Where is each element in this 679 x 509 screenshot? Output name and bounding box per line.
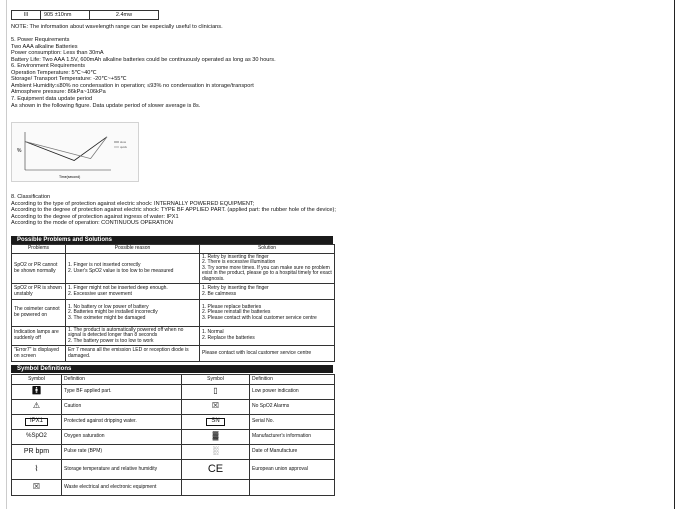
symbol-definition: Serial No. <box>250 415 335 430</box>
table-row <box>12 480 335 496</box>
environment-heading: 6. Environment Requirements <box>11 63 85 69</box>
problem-cell: The oximeter cannot be powered on <box>12 300 66 327</box>
symbol-definition: Waste electrical and electronic equipment <box>62 480 182 496</box>
reason-cell: 1. Finger is not inserted correctly 2. User's SpO2 value is too low to be measured <box>66 254 200 284</box>
ce-mark-symbol: CE <box>182 460 250 480</box>
symbol-definition: Storage temperature and relative humidity <box>62 460 182 480</box>
problem-cell: "Error7" is displayed on screen <box>12 346 66 362</box>
column-header: Symbol <box>12 375 62 385</box>
symbol-definition: Manufacturer's information <box>250 430 335 445</box>
warning-icon: ⚠︎ <box>32 401 41 411</box>
person-icon: 🚹︎ <box>31 386 42 396</box>
environment-line: Storage/ Transport Temperature: -20℃~+55℃ <box>11 76 127 82</box>
symbols-title: Symbol Definitions <box>11 365 333 373</box>
factory-icon: ▓ <box>212 431 219 441</box>
reason-cell: Err 7 means all the emission LED or reception diode is damaged. <box>66 346 200 362</box>
problems-table <box>11 244 335 362</box>
symbol-definition: Pulse rate (BPM) <box>62 445 182 460</box>
symbol-definition: Type BF applied part. <box>62 385 182 400</box>
environment-line: Ambient Humidity:≤80% no condensation in operation; ≤93% no condensation in storage/transport <box>11 82 254 89</box>
solution-cell: 1. Please replace batteries 2. Please reinstall the batteries 3. Please contact with local customer service centre <box>200 300 335 327</box>
wavelength-table <box>11 10 159 20</box>
classification-line: According to the degree of protection against ingress of water: IPX1 <box>11 213 179 220</box>
legend-label-quick: quick <box>120 145 128 149</box>
table-row <box>12 460 335 480</box>
environment-line: Operation Temperature: 5℃~40℃ <box>11 69 97 76</box>
ipx1-symbol: IPX1 <box>25 418 48 426</box>
no-alarm-icon: ☒ <box>211 401 220 411</box>
table-row <box>12 11 159 20</box>
column-header: Definition <box>62 375 182 385</box>
page-left-edge <box>6 0 7 509</box>
classification-heading: 8. Classification <box>11 194 51 200</box>
column-header: Definition <box>250 375 335 385</box>
environment-line: Atmosphere pressure: 86kPa~106kPa <box>11 89 106 95</box>
wheelie-bin-icon: ☒ <box>32 481 41 491</box>
update-period-chart <box>11 122 139 182</box>
wavelength-power: 2.4mw <box>90 11 159 20</box>
column-header: Problems <box>12 245 66 254</box>
update-heading: 7. Equipment data update period <box>11 96 93 102</box>
update-text: As shown in the following figure. Data update period of slower average is 8s. <box>11 102 201 109</box>
symbol-definition: Date of Manufacture <box>250 445 335 460</box>
empty-cell <box>250 480 335 496</box>
table-row <box>12 300 335 327</box>
legend-label-slow: slow <box>120 140 127 144</box>
table-row <box>12 327 335 346</box>
classification-line: According to the degree of protection against electric shock: TYPE BF APPLIED PART. (applied part: the rubber hole of the device); <box>11 207 336 213</box>
chart-frame <box>12 123 139 182</box>
table-row <box>12 445 335 460</box>
symbol-definition: Low power indication <box>250 385 335 400</box>
power-heading: 5. Power Requirements <box>11 37 70 43</box>
note-text: NOTE: The information about wavelength range can be especially useful to clinicians. <box>11 24 223 30</box>
table-header-row <box>12 245 335 254</box>
table-row <box>12 254 335 284</box>
y-axis-label: % <box>17 148 22 154</box>
column-header: Symbol <box>182 375 250 385</box>
solution-cell: Please contact with local customer service centre <box>200 346 335 362</box>
date-icon: ░ <box>212 446 219 456</box>
problem-cell: SpO2 or PR cannot be shown normally <box>12 254 66 284</box>
table-row <box>12 346 335 362</box>
table-row <box>12 284 335 300</box>
power-line: Two AAA alkaline Batteries <box>11 43 78 50</box>
column-header: Solution <box>200 245 335 254</box>
wavelength-value: 905 ±10nm <box>41 11 90 20</box>
symbol-definition: No SpO2 Alarms <box>250 400 335 415</box>
symbol-definition: Protected against dripping water. <box>62 415 182 430</box>
column-header: Possible reason <box>66 245 200 254</box>
power-line: Battery Life: Two AAA 1.5V, 600mAh alkaline batteries could be continuously operated as long as 30 hours. <box>11 56 276 63</box>
power-line: Power consumption: Less than 30mA <box>11 50 104 56</box>
table-row <box>12 430 335 445</box>
symbol-definition: European union approval <box>250 460 335 480</box>
table-row <box>12 415 335 430</box>
solution-cell: 1. Retry by inserting the finger 2. Be calmness <box>200 284 335 300</box>
table-row <box>12 400 335 415</box>
classification-line: According to the type of protection against electric shock: INTERNALLY POWERED EQUIPMENT; <box>11 200 255 207</box>
spo2-symbol: %SpO2 <box>12 430 62 445</box>
page-right-edge <box>674 0 675 509</box>
symbols-table <box>11 374 335 496</box>
problem-cell: Indication lamps are suddenly off <box>12 327 66 346</box>
pr-bpm-symbol: PR bpm <box>12 445 62 460</box>
battery-icon: ▯ <box>213 386 218 396</box>
x-axis-label: Time(second) <box>59 175 81 179</box>
symbol-definition: Caution <box>62 400 182 415</box>
serial-number-symbol: SN <box>206 418 224 426</box>
empty-cell <box>182 480 250 496</box>
classification-line: According to the mode of operation: CONTINUOUS OPERATION <box>11 220 173 226</box>
problems-title: Possible Problems and Solutions <box>11 236 333 244</box>
reason-cell: 1. Finger might not be inserted deep enough. 2. Excessive user movement <box>66 284 200 300</box>
wavelength-class: III <box>12 11 41 20</box>
solution-cell: 1. Normal 2. Replace the batteries <box>200 327 335 346</box>
reason-cell: 1. The product is automatically powered off when no signal is detected longer than 8 seconds 2. The battery power is too low to work <box>66 327 200 346</box>
solution-cell: 1. Retry by inserting the finger 2. There is excessive illumination 3. Try some more times. If you can make sure no problem exist in the product, please go to a hospital timely for exact diagnosis. <box>200 254 335 284</box>
table-header-row <box>12 375 335 385</box>
thermo-icon: ⌇ <box>34 463 39 473</box>
reason-cell: 1. No battery or low power of battery 2. Batteries might be installed incorrectly 3. The oximeter might be damaged <box>66 300 200 327</box>
problem-cell: SpO2 or PR is shown unstably <box>12 284 66 300</box>
table-row <box>12 385 335 400</box>
symbol-definition: Oxygen saturation <box>62 430 182 445</box>
